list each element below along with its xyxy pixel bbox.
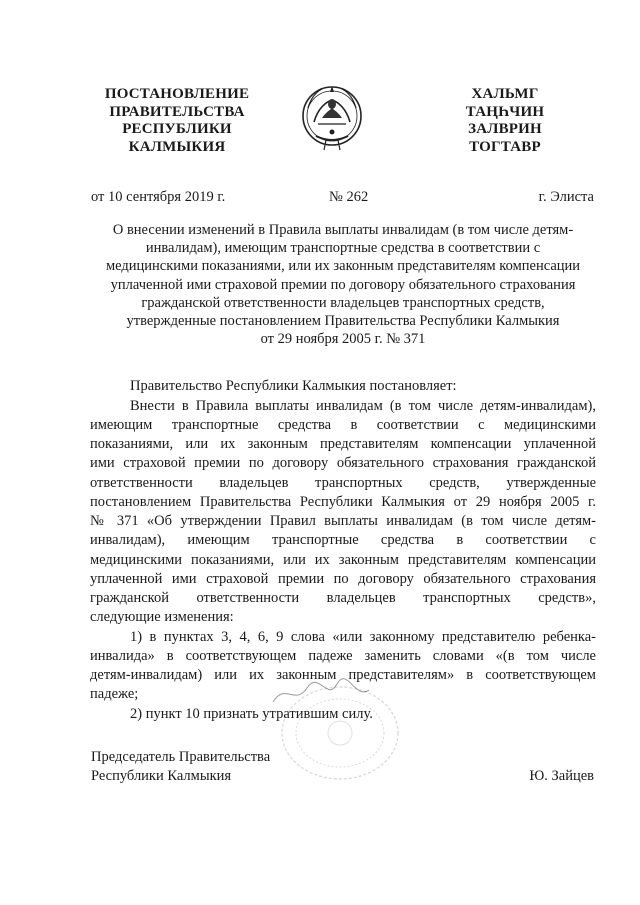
title-line: от 29 ноября 2005 г. № 371 — [260, 331, 426, 348]
title-line: утвержденные постановлением Правительства Республики Калмыкия — [126, 313, 560, 330]
header-left-line: ПРАВИТЕЛЬСТВА — [109, 103, 245, 120]
header-left-line: КАЛМЫКИЯ — [128, 138, 226, 155]
title-line: медицинскими показаниями, или их законным представителям компенсации — [105, 258, 581, 275]
document-title — [90, 221, 596, 348]
body-line: следующие изменения: — [90, 609, 234, 625]
body-line: № 371 «Об утверждении Правил выплаты инвалидам (в том числе детям- — [90, 513, 596, 529]
body-line: постановлением Правительства Республики Калмыкия от 29 ноября 2005 г. — [90, 494, 596, 510]
signatory-title: Председатель Правительства — [91, 749, 271, 765]
body-line: имеющим транспортные средства в соответствии с медицинскими — [90, 417, 596, 433]
body-line: 1) в пунктах 3, 4, 6, 9 слова «или законному представителю ребенка- — [130, 629, 596, 645]
body-line: падеже; — [90, 686, 139, 702]
header-left-block — [92, 86, 262, 156]
header-left-line: РЕСПУБЛИКИ — [122, 121, 232, 137]
body-line: детям-инвалидам) или их законным представителям» в соответствующем — [90, 667, 596, 683]
header-right-block — [446, 86, 564, 156]
title-line: инвалидам), имеющим транспортные средства в соответствии с — [145, 240, 541, 257]
title-line: гражданской ответственности владельцев транспортных средств, — [141, 294, 545, 311]
body-line: 2) пункт 10 признать утратившим силу. — [130, 706, 373, 722]
body-line: инвалида» в соответствующем падеже заменить словами «(в том числе — [90, 648, 596, 664]
document-date: от 10 сентября 2019 г. — [91, 189, 226, 205]
title-line: уплаченной ими страховой премии по договору обязательного страхования — [110, 276, 576, 293]
body-line: гражданской ответственности владельцев транспортных средств», — [90, 590, 596, 606]
document-city: г. Элиста — [538, 189, 594, 205]
header-left-line: ПОСТАНОВЛЕНИЕ — [104, 86, 250, 102]
title-line: О внесении изменений в Правила выплаты инвалидам (в том числе детям- — [112, 222, 574, 238]
header-right-line: ТОГТАВР — [469, 138, 541, 155]
header-right-line: ХАЛЬМГ — [471, 86, 539, 102]
header-right-line: ЗАЛВРИН — [468, 121, 542, 137]
body-line: инвалидам), имеющим транспортные средства в соответствии с — [90, 532, 596, 548]
signatory-name: Ю. Зайцев — [529, 768, 594, 784]
body-line: показаниями, или их законным представителям компенсации уплаченной — [90, 436, 596, 452]
body-line: ответственности владельцев транспортных средств, утвержденные — [90, 475, 596, 491]
emblem-icon — [300, 78, 364, 154]
body-line: уплаченной ими страховой премии по договору обязательного страхования — [90, 571, 596, 587]
body-line: ими страховой премии по договору обязательного страхования гражданской — [90, 455, 596, 471]
header-right-line: ТАҢҺЧИН — [465, 103, 545, 120]
signature-mark — [265, 672, 375, 712]
document-number: № 262 — [329, 189, 369, 205]
signatory-title: Республики Калмыкия — [91, 768, 232, 784]
body-line: Правительство Республики Калмыкия постановляет: — [130, 378, 457, 394]
body-line: медицинскими показаниями, или их законным представителям компенсации — [90, 552, 596, 568]
body-line: Внести в Правила выплаты инвалидам (в том числе детям-инвалидам), — [130, 398, 596, 414]
